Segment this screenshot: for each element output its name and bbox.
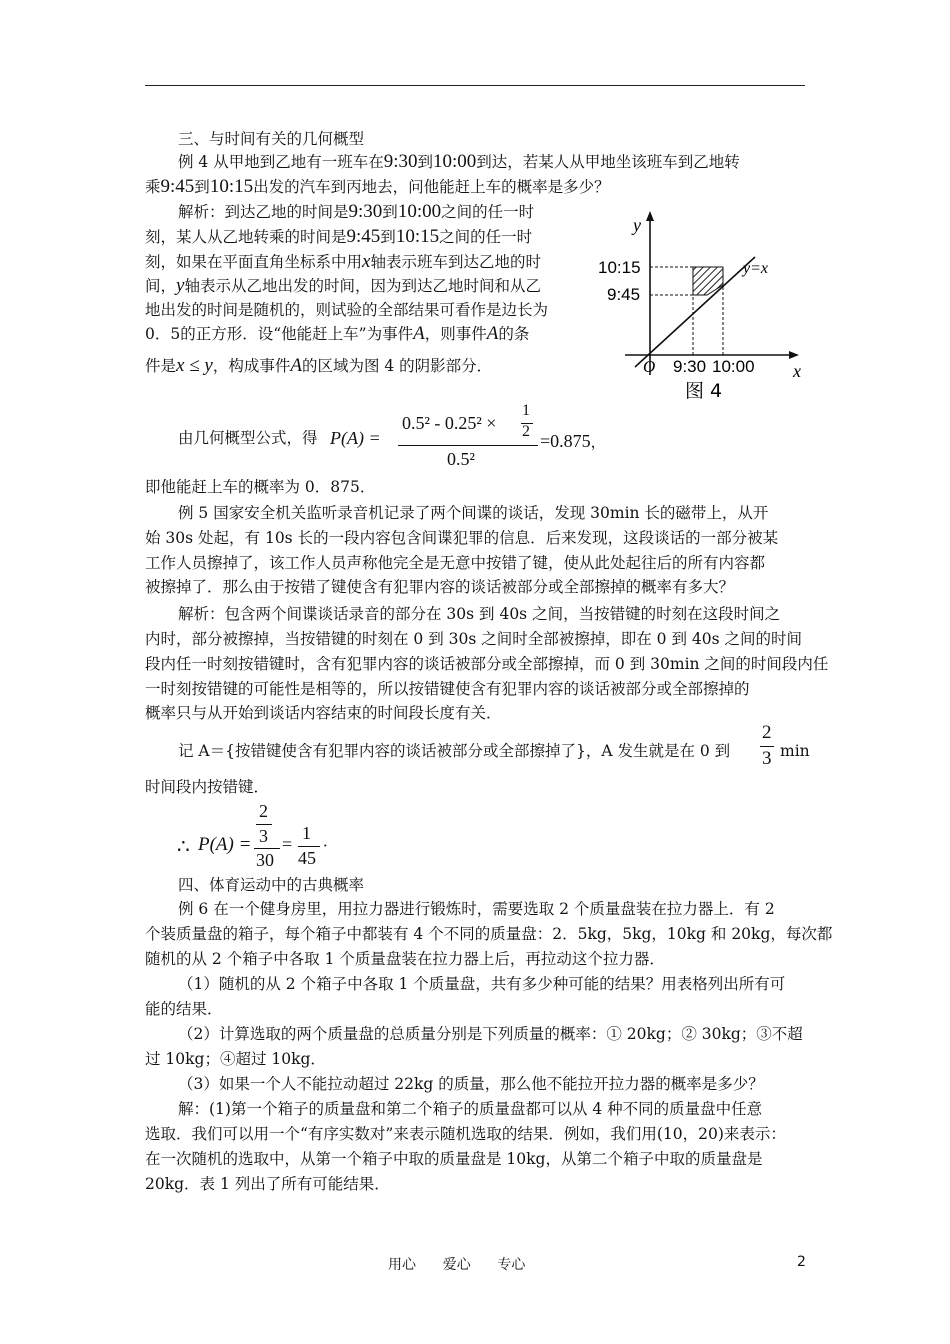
example-5-line-3: 工作人员擦掉了，该工作人员声称他完全是无意中按错了键，使从此处起往后的所有内容都: [145, 554, 766, 572]
example-5-line-1: 例 5 国家安全机关监听录音机记录了两个间谍的谈话，发现 30min 长的磁带上，从开: [178, 504, 769, 522]
solution-4-line-4: 间，y轴表示从乙地出发的时间，因为到达乙地时间和从乙: [145, 275, 541, 296]
p5-period: ．: [323, 834, 339, 850]
formula-half-den: 2: [522, 423, 530, 440]
p5-den: 30: [256, 850, 274, 870]
section-4-title: 四、体育运动中的古典概率: [178, 876, 365, 894]
therefore-sign: ∴: [177, 836, 190, 858]
frac-two-thirds-den: 3: [762, 748, 772, 769]
p5-result-bar: [298, 846, 320, 847]
solution-5-line-4: 一时刻按错键的可能性是相等的，所以按错键使含有犯罪内容的谈话被部分或全部擦掉的: [145, 680, 750, 698]
formula-denominator: 0.5²: [447, 449, 475, 469]
solution-4-line-2: 刻，某人从乙地转乘的时间是9:45到10:15之间的任一时: [145, 226, 533, 247]
solution-4-line-1: 解析：到达乙地的时间是9:30到10:00之间的任一时: [178, 201, 535, 222]
question-2-line-2: 过 10kg；④超过 10kg．: [145, 1050, 326, 1068]
question-3: （3）如果一个人不能拉动超过 22kg 的质量，那么他不能拉开拉力器的概率是多少？: [178, 1075, 764, 1093]
example-5-line-4: 被擦掉了．那么由于按错了键使含有犯罪内容的谈话被部分或全部擦掉的概率有多大？: [145, 578, 735, 596]
solution-5-line-3: 段内任一时刻按错键时，含有犯罪内容的谈话被部分或全部擦掉，而 0 到 30min 之间的时间段内任: [145, 655, 829, 673]
answer-1-line-4: 20kg．表 1 列出了所有可能结果．: [145, 1175, 390, 1193]
answer-1-line-2: 选取．我们可以用一个“有序实数对”来表示随机选取的结果．例如，我们用(10，20)来表示：: [145, 1125, 786, 1143]
section-3-title: 三、与时间有关的几何概型: [178, 130, 365, 148]
y-axis-label: y: [633, 215, 641, 235]
solution-4-line-5: 地出发的时间是随机的，则试验的全部结果可看作是边长为: [145, 301, 549, 319]
example-4-line-2: 乘9:45到10:15出发的汽车到丙地去，问他能赶上车的概率是多少？: [145, 176, 610, 197]
formula-main-bar: [398, 445, 538, 446]
solution-4-conclusion: 即他能赶上车的概率为 0．875．: [145, 478, 376, 496]
example-6-line-1: 例 6 在一个健身房里，用拉力器进行锻炼时，需要选取 2 个质量盘装在拉力器上．有 2: [178, 900, 775, 918]
page-number: 2: [797, 1254, 806, 1270]
formula-intro: 由几何概型公式，得: [178, 429, 318, 447]
p5-result-den: 45: [298, 848, 316, 868]
footer-text: 用心 爱心 专心: [388, 1257, 526, 1273]
p5-lhs: P(A) =: [198, 834, 252, 855]
question-2-line-1: （2）计算选取的两个质量盘的总质量分别是下列质量的概率：① 20kg；② 30kg；③不超: [178, 1025, 803, 1043]
figure-caption: 图 4: [685, 380, 723, 402]
figure-4-graph: [595, 205, 810, 405]
formula-lhs: P(A) =: [330, 428, 381, 448]
solution-5-line-1: 解析：包含两个间谍谈话录音的部分在 30s 到 40s 之间，当按错键的时刻在这段时间之: [178, 605, 781, 623]
x-tick-10-00: 10:00: [712, 357, 755, 376]
header-rule: [145, 85, 805, 86]
frac-two-thirds-num: 2: [762, 722, 772, 743]
solution-5-line-5: 概率只与从开始到谈话内容结束的时间段长度有关．: [145, 704, 502, 722]
frac-two-thirds-bar: [760, 746, 774, 747]
solution-4-line-6: 0．5的正方形．设“他能赶上车”为事件A，则事件A的条: [145, 323, 530, 344]
origin-label: O: [643, 357, 656, 376]
formula-numerator: 0.5² - 0.25² ×: [402, 413, 497, 433]
x-tick-9-30: 9:30: [673, 357, 707, 376]
p5-inner-num: 2: [259, 801, 268, 821]
solution-4-line-3: 刻，如果在平面直角坐标系中用x轴表示班车到达乙地的时: [145, 251, 541, 272]
y-axis-arrow: [646, 211, 654, 221]
example-4-line-1: 例 4 从甲地到乙地有一班车在9:30到10:00到达，若某人从甲地坐该班车到乙地转: [178, 151, 740, 172]
p5-inner-bar: [256, 824, 272, 825]
p5-equals: =: [282, 834, 293, 854]
p5-inner-den: 3: [259, 826, 268, 846]
unit-min: min: [780, 742, 810, 760]
answer-1-line-1: 解：(1)第一个箱子的质量盘和第二个箱子的质量盘都可以从 4 种不同的质量盘中任意: [178, 1100, 763, 1118]
example-6-line-3: 随机的从 2 个箱子中各取 1 个质量盘装在拉力器上后，再拉动这个拉力器．: [145, 950, 665, 968]
solution-5-line-2: 内时，部分被擦掉，当按错键的时刻在 0 到 30s 之间时全部被擦掉，即在 0 到 40s 之间的时间: [145, 630, 802, 648]
solution-5-line-6: 记 A＝{按错键使含有犯罪内容的谈话被部分或全部擦掉了}，A 发生就是在 0 到: [178, 742, 731, 760]
solution-5-line-7: 时间段内按错键．: [145, 778, 270, 796]
example-6-line-2: 个装质量盘的箱子，每个箱子中都装有 4 个不同的质量盘：2．5kg，5kg，10kg 和 20kg，每次都: [145, 925, 833, 943]
question-1-line-2: 能的结果．: [145, 1000, 223, 1018]
p5-result-num: 1: [302, 823, 311, 843]
formula-half-num: 1: [522, 402, 530, 419]
x-axis-label: x: [793, 361, 801, 381]
question-1-line-1: （1）随机的从 2 个箱子中各取 1 个质量盘，共有多少种可能的结果？用表格列出所有可: [178, 975, 786, 993]
answer-1-line-3: 在一次随机的选取中，从第一个箱子中取的质量盘是 10kg，从第二个箱子中取的质量盘是: [145, 1150, 763, 1168]
p5-main-bar: [254, 848, 280, 849]
example-5-line-2: 始 30s 处起，有 10s 长的一段内容包含间谍犯罪的信息．后来发现，这段谈话的一部分被某: [145, 529, 779, 547]
line-label: y=x: [743, 260, 768, 277]
x-axis-arrow: [789, 351, 799, 359]
y-tick-10-15: 10:15: [598, 258, 641, 277]
solution-4-line-7: 件是x ≤ y，构成事件A的区域为图 4 的阴影部分．: [145, 355, 493, 376]
formula-result: =0.875，: [540, 431, 606, 451]
y-tick-9-45: 9:45: [607, 285, 641, 304]
